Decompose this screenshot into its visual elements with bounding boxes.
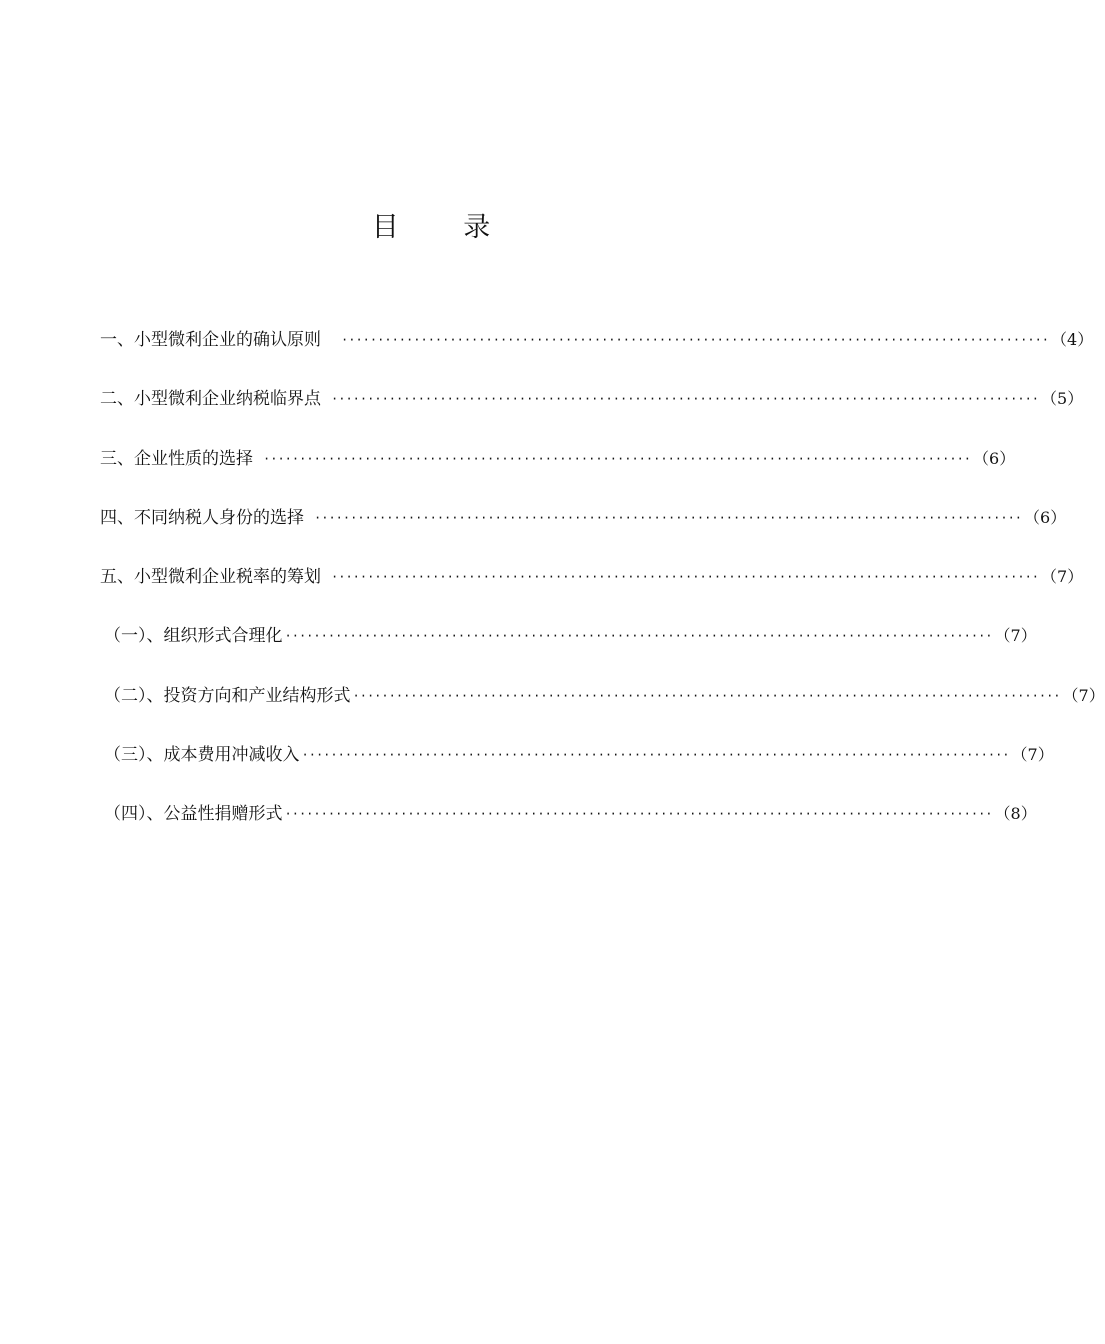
toc-page-number: （5） (1041, 389, 1084, 408)
toc-entry-4[interactable] (100, 505, 1067, 531)
toc-entry-3[interactable] (100, 446, 1016, 472)
toc-leader-dots: ·································································································· (331, 570, 1040, 584)
toc-entry-label: （四）、公益性捐赠形式 (104, 804, 283, 824)
toc-entry-label: 一、小型微利企业的确认原则 (100, 330, 321, 350)
toc-page-number: （6） (973, 449, 1016, 468)
toc-page-number: （7） (1011, 745, 1054, 764)
toc-page-number: （7） (994, 626, 1037, 645)
toc-entry-2[interactable] (100, 386, 1084, 412)
toc-page-number: （4） (1051, 330, 1094, 349)
toc-entry-label: 五、小型微利企业税率的筹划 (100, 567, 321, 587)
toc-entry-label: （三）、成本费用冲减收入 (104, 745, 300, 765)
toc-leader-dots: ·································································································· (341, 333, 1050, 347)
toc-entry-label: （一）、组织形式合理化 (104, 626, 283, 646)
toc-leader-dots: ·································································································· (263, 452, 972, 466)
toc-entry-label: （二）、投资方向和产业结构形式 (104, 686, 351, 706)
toc-page-number: （7） (1041, 567, 1084, 586)
toc-entry-8[interactable] (104, 742, 1054, 768)
toc-entry-label: 二、小型微利企业纳税临界点 (100, 389, 321, 409)
toc-entry-7[interactable] (104, 683, 1105, 709)
toc-entry-label: 三、企业性质的选择 (100, 449, 253, 469)
toc-page-number: （6） (1024, 508, 1067, 527)
toc-leader-dots: ·································································································· (284, 807, 993, 821)
toc-title: 目 录 (371, 212, 519, 243)
toc-entry-5[interactable] (100, 564, 1084, 590)
toc-entry-6[interactable] (104, 623, 1037, 649)
toc-leader-dots: ·································································································· (301, 748, 1010, 762)
toc-entry-label: 四、不同纳税人身份的选择 (100, 508, 304, 528)
toc-entry-9[interactable] (104, 801, 1037, 827)
toc-leader-dots: ·································································································· (352, 689, 1061, 703)
toc-page-number: （8） (994, 804, 1037, 823)
toc-leader-dots: ·································································································· (331, 392, 1040, 406)
toc-entry-1[interactable] (100, 327, 1094, 353)
toc-leader-dots: ·································································································· (284, 629, 993, 643)
toc-page-number: （7） (1062, 686, 1105, 705)
toc-leader-dots: ·································································································· (314, 511, 1023, 525)
